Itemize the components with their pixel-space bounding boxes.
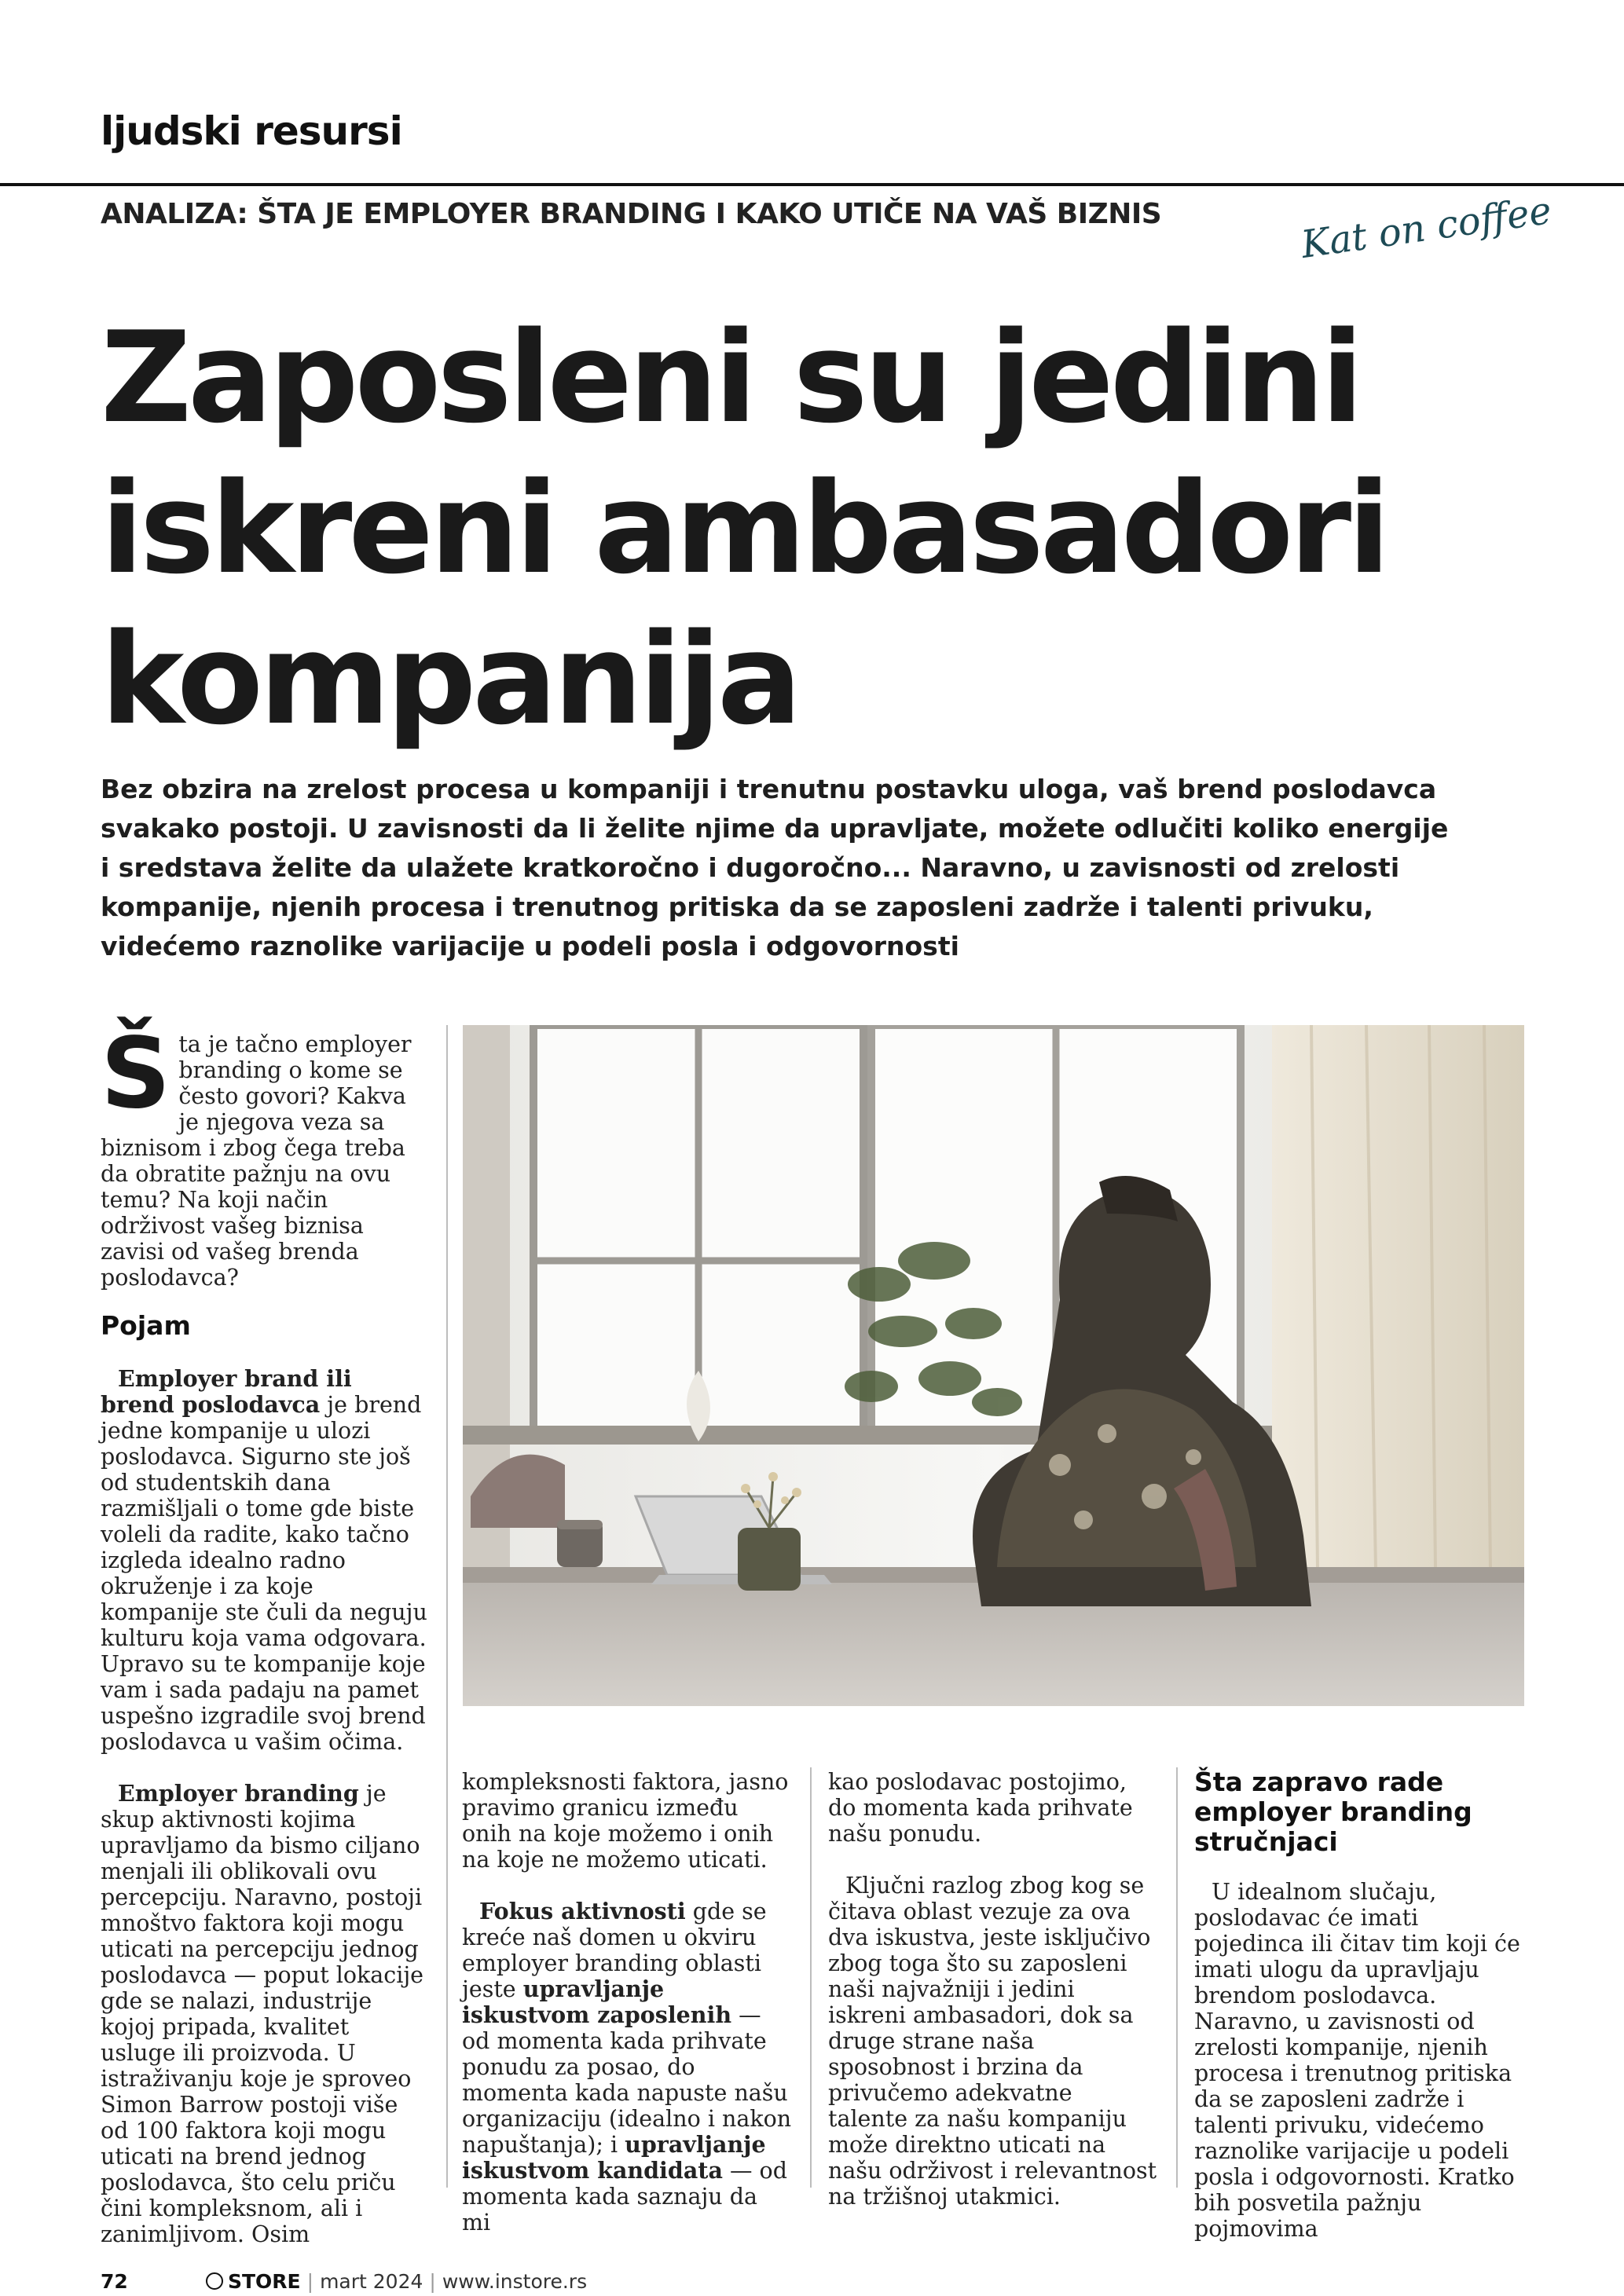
bold-term: upravljanje iskustvom kandidata: [462, 2131, 766, 2184]
paragraph-ideal-case: U idealnom slučaju, poslodavac će imati pojedinca ili čitav tim koji će imati ulogu da upravljaju brendom poslodavca. Naravno, u zavisnosti od zrelosti kompanije, njenih procesa i trenutnog pritiska da se zaposleni zadrže i talenti privuku, videćemo raznolike varijacije u podeli posla i odgovornosti. Kratko bih posvetila pažnju pojmovima: [1194, 1879, 1520, 2242]
headline-line-2: iskreni ambasadori: [101, 455, 1387, 602]
intro-text: ta je tačno employer branding o kome se često govori? Kakva je njegova veza sa biznisom i zbog čega treba da obratite pažnju na ovu temu? Na koji način održivost vašeg biznisa zavisi od vašeg brenda poslodavca?: [101, 1031, 412, 1291]
bold-term: Employer branding: [118, 1780, 359, 1807]
column-3: [828, 1769, 1158, 2210]
page-number: 72: [101, 2270, 128, 2293]
store-logo-icon: [206, 2272, 223, 2290]
subhead-branding-specialists: Šta zapravo rade employer branding stručnjaci: [1194, 1767, 1472, 1857]
column-rule: [810, 1767, 812, 2188]
article-headline: [101, 302, 1515, 755]
article-photo-woman-laptop: [463, 1025, 1524, 1706]
page-footer: [0, 2270, 1624, 2296]
column-2: [462, 1769, 792, 2236]
footer-separator: |: [429, 2270, 436, 2293]
section-label: ljudski resursi: [101, 108, 402, 154]
column-1: [101, 1017, 431, 2247]
paragraph-employer-branding: [101, 1781, 431, 2247]
headline-line-3: kompanija: [101, 606, 798, 753]
footer-separator: |: [306, 2270, 314, 2293]
article-lead: Bez obzira na zrelost procesa u kompaniji i trenutnu postavku uloga, vaš brend poslodavca svakako postoji. U zavisnosti da li želite njime da upravljate, možete odlučiti koliko energije i sredstava želite da ulažete kratkoročno i dugoročno... Naravno, u zavisnosti od zrelosti kompanije, njenih procesa i trenutnog pritiska da se zaposleni zadrže i talenti privuku, videćemo raznolike varijacije u podeli posla i odgovornosti: [101, 774, 1449, 961]
bold-term: Fokus aktivnosti: [479, 1898, 686, 1924]
column-rule: [446, 1025, 448, 2188]
website-link[interactable]: www.instore.rs: [442, 2270, 588, 2293]
intro-paragraph: [101, 1017, 431, 1291]
paragraph-text: — od momenta kada prihvate ponudu za posao, do momenta kada napuste našu organizaciju (idealno i nakon napuštanja); i: [462, 2002, 792, 2158]
paragraph-complexity: kompleksnosti faktora, jasno pravimo granicu između onih na koje možemo i onih na koje ne možemo uticati.: [462, 1769, 789, 1873]
footer-info: [206, 2270, 587, 2293]
paragraph-text: je skup aktivnosti kojima upravljamo da bismo ciljano menjali ili oblikovali ovu percepciju. Naravno, postoji mnoštvo faktora koji mogu uticati na percepciju jednog poslodavca — poput lokacije gde se nalazi, industrije kojoj pripada, kvalitet usluge ili proizvoda. U istraživanju koje je sproveo Simon Barrow postoji više od 100 faktora koji mogu uticati na brend jednog poslodavca, što celu priču čini kompleksnom, ali i zanimljivom. Osim: [101, 1781, 424, 2247]
paragraph-focus: [462, 1899, 792, 2236]
column-rule: [1176, 1767, 1178, 2188]
paragraph-employer-brand: [101, 1366, 431, 1755]
issue-date: mart 2024: [320, 2270, 423, 2293]
headline-line-1: Zaposleni su jedini: [101, 304, 1360, 451]
paragraph-employer-existence: kao poslodavac postojimo, do momenta kada prihvate našu ponudu.: [828, 1769, 1133, 1847]
bold-term: Employer brand ili brend poslodavca: [101, 1365, 352, 1418]
column-4: [1194, 1767, 1524, 2242]
subhead-pojam: Pojam: [101, 1310, 191, 1341]
drop-cap: Š: [101, 1017, 171, 1130]
brand-script-logo: Kat on coffee: [1298, 188, 1555, 268]
paragraph-text: je brend jedne kompanije u ulozi poslodavca. Sigurno ste još od studentskih dana razmišljali o tome gde biste voleli da radite, kako tačno izgleda idealno radno okruženje i za koje kompanije ste čuli da neguju kulturu koja vama odgovara. Upravo su te kompanije koje vam i sada padaju na pamet uspešno izgradile svoj brend poslodavca u vašim očima.: [101, 1392, 427, 1755]
bold-term: upravljanje iskustvom zaposlenih: [462, 1976, 732, 2028]
paragraph-text: gde se kreće naš domen u okviru employer branding oblasti jeste: [462, 1899, 767, 2002]
magazine-logo: STORE: [228, 2270, 301, 2293]
photo-illustration: [463, 1025, 1524, 1706]
paragraph-text: — od momenta kada saznaju da mi: [462, 2158, 787, 2236]
paragraph-key-reason: Ključni razlog zbog kog se čitava oblast vezuje za ova dva iskustva, jeste isključivo zbog toga što su zaposleni naši najvažniji i jedini iskreni ambasadori, dok sa druge strane naša sposobnost i brzina da privučemo adekvatne talente za našu kompaniju može direktno uticati na našu održivost i relevantnost na tržišnoj utakmici.: [828, 1873, 1157, 2210]
article-kicker: ANALIZA: ŠTA JE EMPLOYER BRANDING I KAKO UTIČE NA VAŠ BIZNIS: [101, 198, 1162, 230]
header-rule: [0, 183, 1624, 186]
